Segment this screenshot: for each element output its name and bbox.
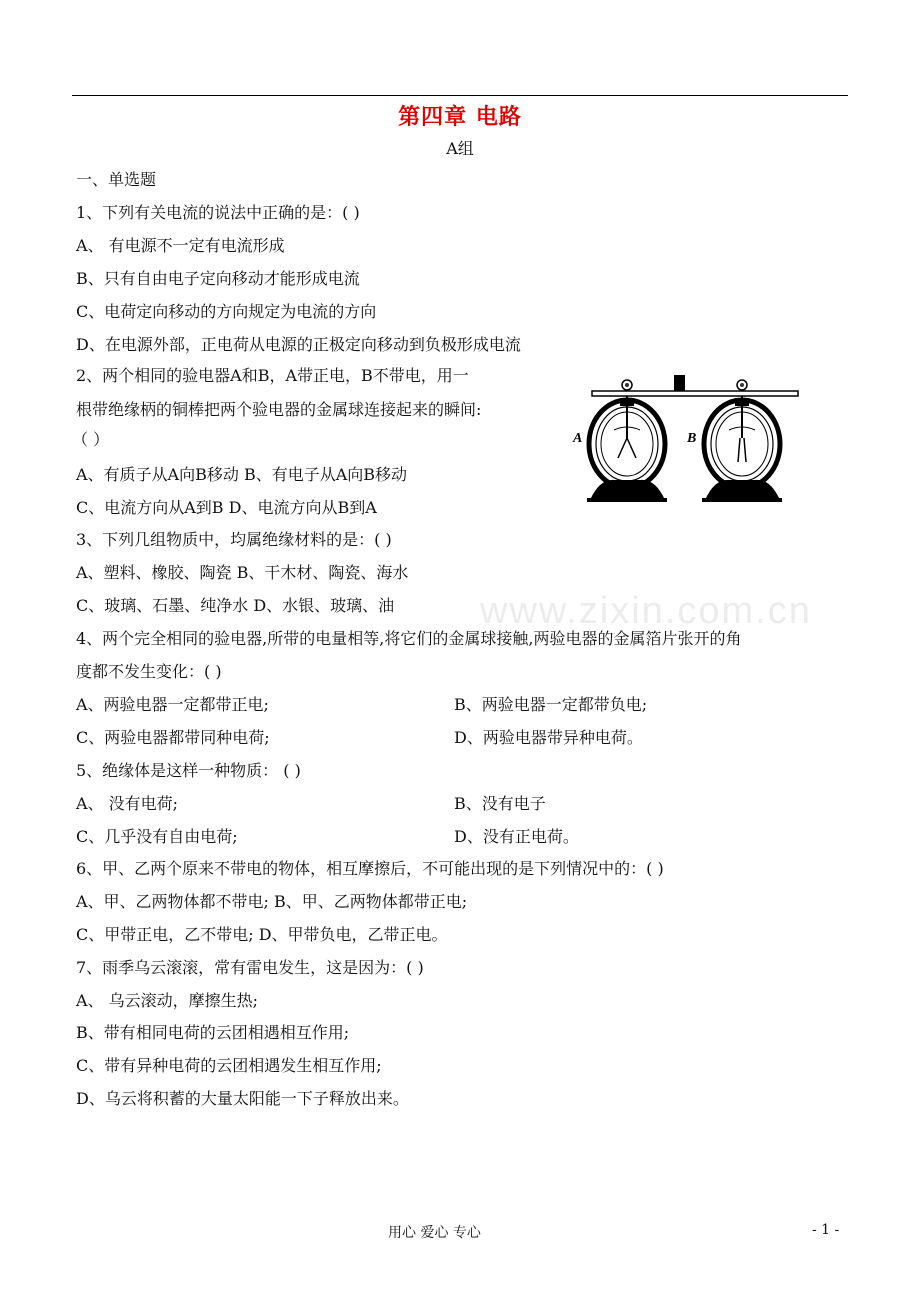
q7-option-d: D、乌云将积蓄的大量太阳能一下子释放出来。 [76,1089,409,1108]
q6-options-cd: C、甲带正电，乙不带电; D、甲带负电，乙带正电。 [76,925,448,944]
header-rule [72,95,848,96]
q3-options-ab: A、塑料、橡胶、陶瓷 B、干木材、陶瓷、海水 [76,563,409,582]
q4-option-b: B、两验电器一定都带负电; [454,695,648,714]
q5-option-d: D、没有正电荷。 [454,827,579,846]
q4-option-d: D、两验电器带异种电荷。 [454,728,643,747]
chapter-title: 第四章 电路 [398,104,522,130]
q6-options-ab: A、甲、乙两物体都不带电; B、甲、乙两物体都带正电; [76,892,468,911]
q7-stem: 7、雨季乌云滚滚，常有雷电发生，这是因为：( ) [76,958,424,977]
q2-options-ab: A、有质子从A向B移动 B、有电子从A向B移动 [76,465,408,484]
label-b: B [687,431,697,446]
q4-stem-line2: 度都不发生变化：( ) [76,662,222,681]
q2-blank: （ ） [72,430,110,449]
q1-option-a: A、 有电源不一定有电流形成 [76,236,285,255]
q3-stem: 3、下列几组物质中，均属绝缘材料的是：( ) [76,530,392,549]
q7-option-b: B、带有相同电荷的云团相遇相互作用; [76,1023,350,1042]
q2-options-cd: C、电流方向从A到B D、电流方向从B到A [76,498,377,517]
group-subtitle: A组 [446,139,474,158]
q1-stem: 1、下列有关电流的说法中正确的是：( ) [76,203,360,222]
q5-option-b: B、没有电子 [454,794,546,813]
q4-stem-line1: 4、两个完全相同的验电器,所带的电量相等,将它们的金属球接触,两验电器的金属箔片张开的角 [76,629,742,648]
q3-options-cd: C、玻璃、石墨、纯净水 D、水银、玻璃、油 [76,596,395,615]
footer-motto: 用心 爱心 专心 [388,1225,481,1241]
q4-option-c: C、两验电器都带同种电荷; [76,728,270,747]
q2-stem-line1: 2、两个相同的验电器A和B，A带正电，B不带电，用一 [76,366,469,385]
page-number: - 1 - [812,1222,840,1238]
q5-stem: 5、绝缘体是这样一种物质： ( ) [76,761,301,780]
electroscope-figure [570,368,820,508]
q6-stem: 6、甲、乙两个原来不带电的物体，相互摩擦后，不可能出现的是下列情况中的：( ) [76,859,664,878]
q5-option-a: A、 没有电荷; [76,794,179,813]
q1-option-b: B、只有自由电子定向移动才能形成电流 [76,269,360,288]
q7-option-c: C、带有异种电荷的云团相遇发生相互作用; [76,1056,382,1075]
q1-option-c: C、电荷定向移动的方向规定为电流的方向 [76,302,377,321]
label-a: A [573,431,583,446]
q2-stem-line2: 根带绝缘柄的铜棒把两个验电器的金属球连接起来的瞬间: [76,400,482,419]
section-heading: 一、单选题 [76,170,157,189]
watermark: www.zixin.com.cn [480,590,812,632]
q4-option-a: A、两验电器一定都带正电; [76,695,269,714]
electroscope-a [587,396,667,502]
electroscope-b [702,396,782,502]
q7-option-a: A、 乌云滚动，摩擦生热; [76,991,259,1010]
q1-option-d: D、在电源外部，正电荷从电源的正极定向移动到负极形成电流 [76,335,521,354]
q5-option-c: C、几乎没有自由电荷; [76,827,238,846]
